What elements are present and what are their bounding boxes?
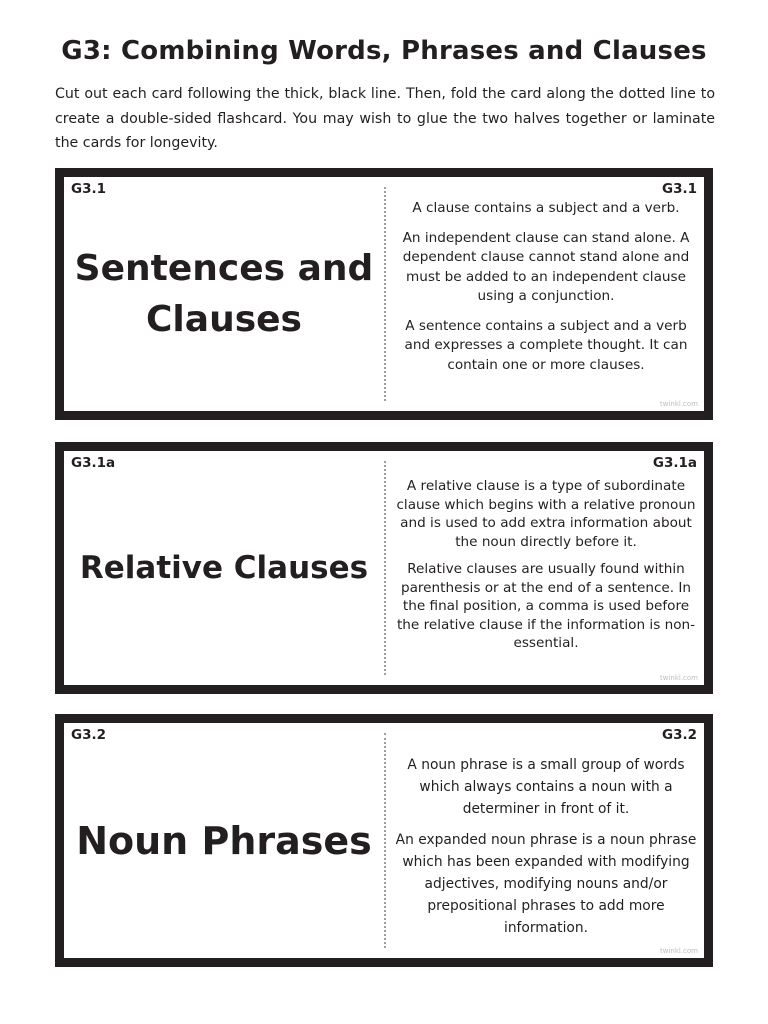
definition-paragraph: A noun phrase is a small group of words which always contains a noun with a determiner in front of it. (407, 757, 685, 817)
card-front-term (64, 177, 384, 411)
definition-paragraph: A relative clause is a type of subordinate clause which begins with a relative pronoun and is used to add extra information about the noun directly before it. (396, 478, 696, 550)
flashcard (55, 168, 713, 420)
definition-paragraph: An independent clause can stand alone. A dependent clause cannot stand alone and must be added to an independent clause using a conjunction. (402, 229, 690, 304)
card-term-text: Sentences and Clauses (74, 248, 374, 340)
page-title: G3: Combining Words, Phrases and Clauses (61, 36, 707, 66)
card-term-text: Relative Clauses (79, 550, 369, 586)
card-code-front: G3.1 (71, 181, 106, 197)
card-code-front: G3.2 (71, 727, 106, 743)
card-back-definition (392, 754, 700, 939)
card-term-text: Noun Phrases (76, 818, 372, 863)
definition-paragraph: Relative clauses are usually found within parenthesis or at the end of a sentence. In the final position, a comma is used before the relative clause if the information is non-essential. (396, 561, 696, 651)
card-code-front: G3.1a (71, 455, 116, 471)
brand-watermark: twinkl.com (659, 947, 698, 955)
fold-line (384, 733, 386, 948)
fold-line (384, 461, 386, 675)
definition-paragraph: An expanded noun phrase is a noun phrase which has been expanded with modifying adjectives, modifying nouns and/or prepositional phrases to add more information. (395, 832, 697, 936)
definition-paragraph: A sentence contains a subject and a verb and expresses a complete thought. It can contain one or more clauses. (404, 317, 688, 373)
card-back-definition (392, 477, 700, 653)
flashcard (55, 442, 713, 694)
card-code-back: G3.1 (662, 181, 697, 197)
card-front-term (64, 451, 384, 685)
brand-watermark: twinkl.com (659, 400, 698, 408)
card-code-back: G3.1a (652, 455, 697, 471)
instructions-text: Cut out each card following the thick, black line. Then, fold the card along the dotted line to create a double-sided flashcard. You may wish to glue the two halves together or laminate the cards for longevity. (55, 86, 715, 151)
flashcard (55, 714, 713, 967)
card-code-back: G3.2 (662, 727, 697, 743)
definition-paragraph: A clause contains a subject and a verb. (412, 200, 680, 216)
card-front-term (64, 723, 384, 958)
brand-watermark: twinkl.com (659, 674, 698, 682)
card-back-definition (392, 199, 700, 375)
fold-line (384, 187, 386, 401)
